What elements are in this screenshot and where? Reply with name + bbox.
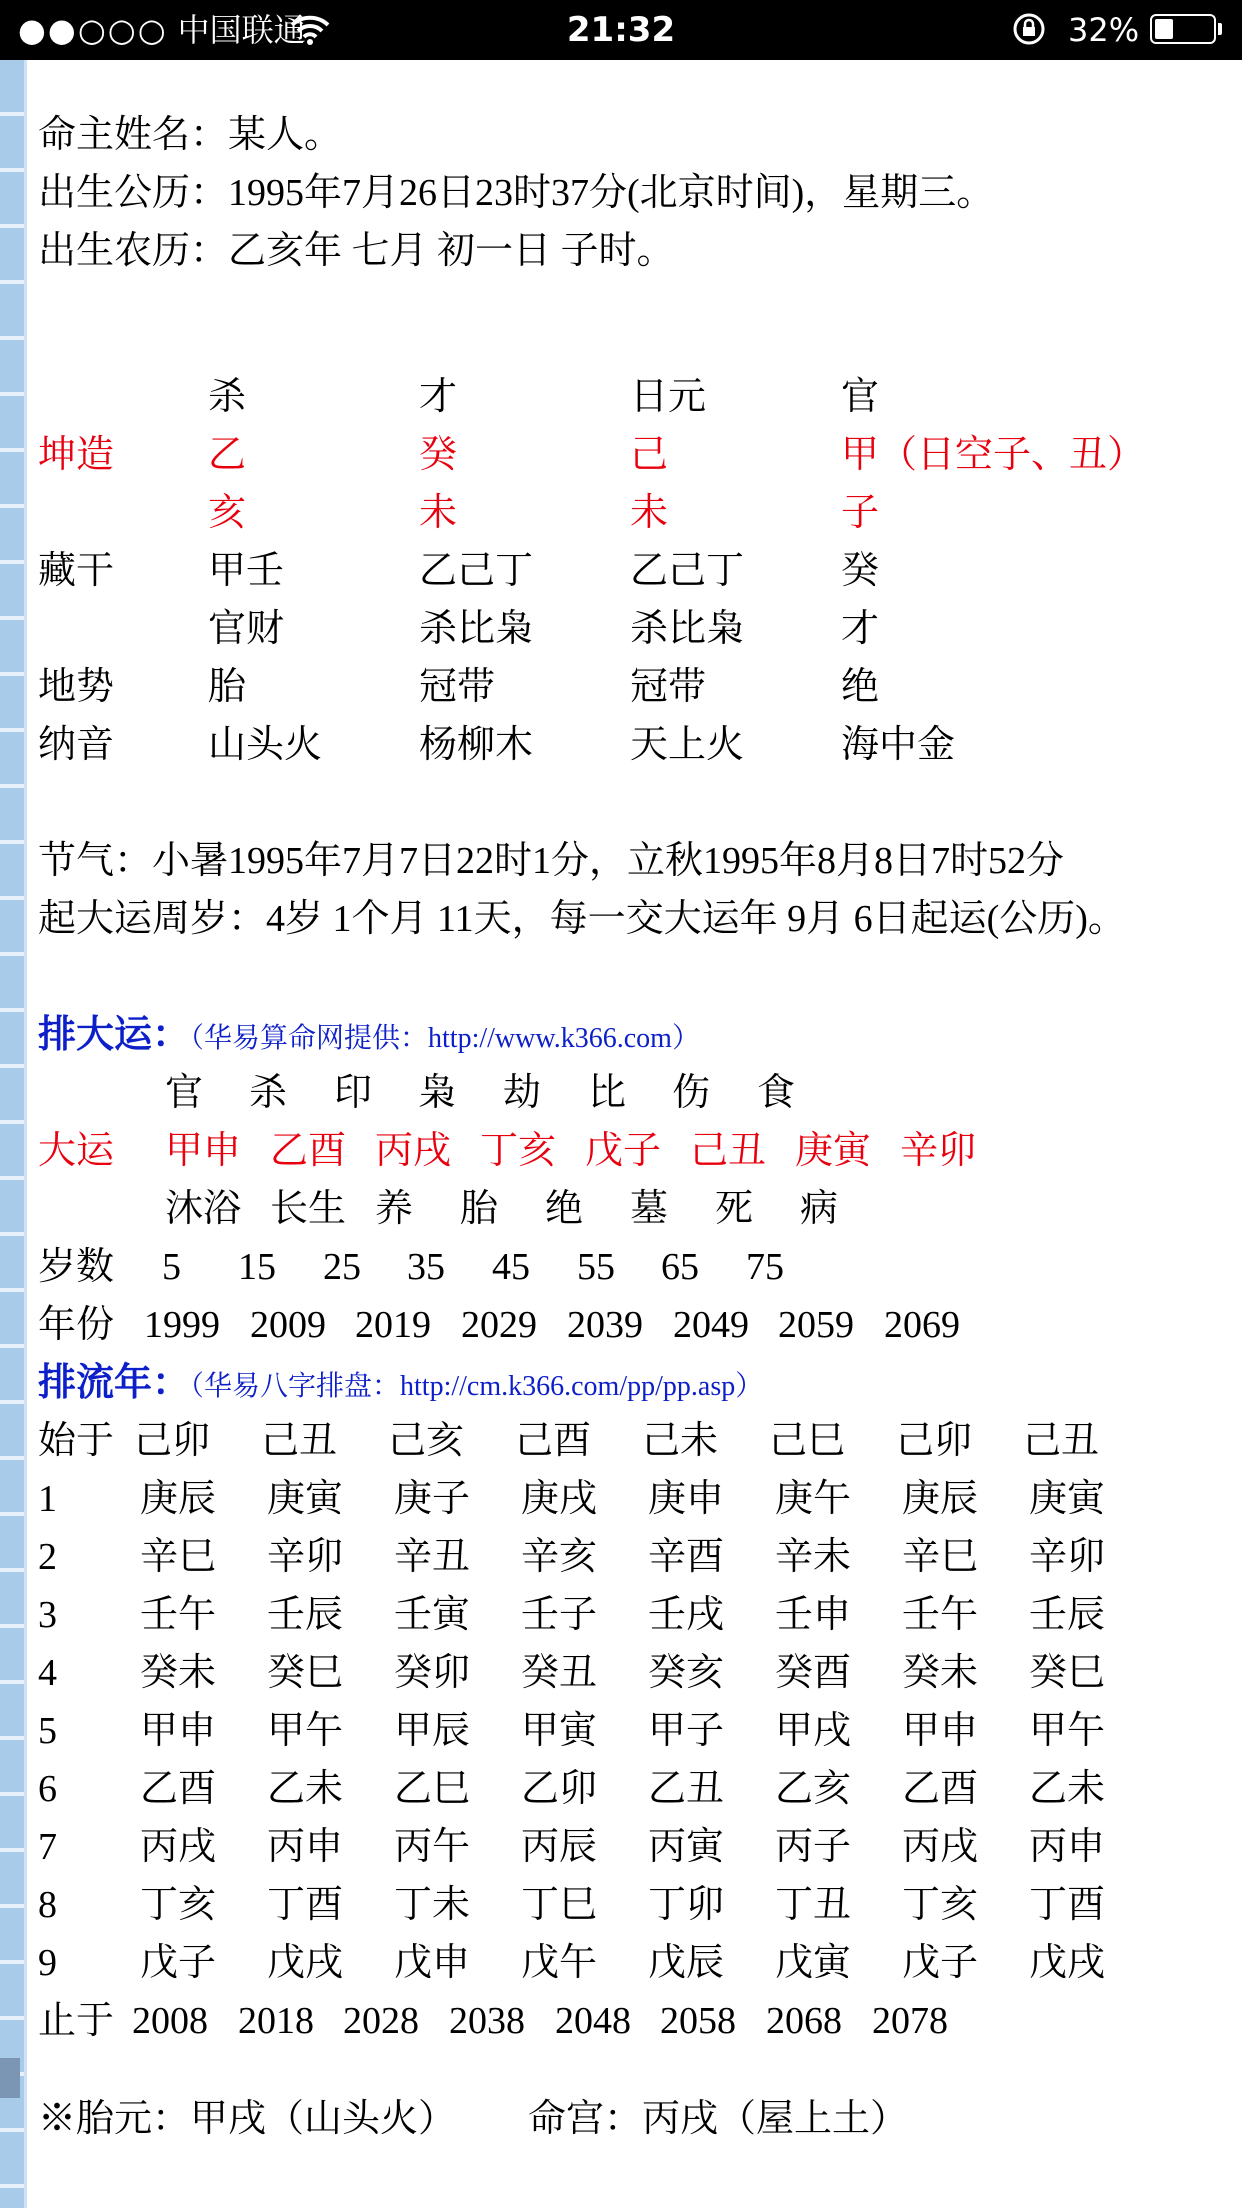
liunian-row-2-cell-8: 辛卯 [1029,1536,1106,1578]
chart-shishen-4: 官 [841,376,880,418]
liunian-row-4-cell-3: 癸卯 [394,1652,471,1694]
chart-dizhi-2: 未 [419,492,458,534]
liunian-row-4-cell-6: 癸酉 [775,1652,852,1694]
liunian-row-8-cell-1: 丁亥 [140,1884,217,1926]
liunian-row-5-cell-4: 甲寅 [521,1710,598,1752]
chart-nayin-2: 杨柳木 [419,724,534,766]
dayun-ganzhi-2: 乙酉 [270,1130,347,1172]
liunian-row-4-cell-1: 癸未 [140,1652,217,1694]
liunian-row-2-cell-6: 辛未 [775,1536,852,1578]
chart-dizhi-3: 未 [630,492,669,534]
liunian-row-6-cell-3: 乙巳 [394,1768,471,1810]
liunian-row-5-cell-6: 甲戌 [775,1710,852,1752]
canggan-label: 藏干 [38,550,115,592]
side-scroll-strip[interactable] [0,60,27,2208]
liunian-end-row-cell-8: 2078 [872,2000,948,2042]
liunian-row-7-cell-7: 丙戌 [902,1826,979,1868]
dayun-ganzhi-6: 己丑 [690,1130,767,1172]
chart-nayin-4: 海中金 [841,724,956,766]
chart-nayin-3: 天上火 [630,724,745,766]
dayun-shishen-7: 伤 [672,1072,711,1114]
liunian-row-8-cell-2: 丁酉 [267,1884,344,1926]
dayun-shishen-6: 比 [588,1072,627,1114]
dayun-ganzhi-7: 庚寅 [795,1130,872,1172]
liunian-row-5-cell-7: 甲申 [902,1710,979,1752]
nayin-label: 纳音 [38,724,115,766]
dayun-year-4: 2029 [461,1304,537,1346]
liunian-end-row [38,1992,1238,2050]
liunian-row-4-cell-4: 癸丑 [521,1652,598,1694]
liunian-row-3-cell-4: 壬子 [521,1594,598,1636]
dayun-changsheng-2: 长生 [270,1188,347,1230]
liunian-start-row-label: 始于 [38,1420,115,1462]
liunian-row-2-cell-1: 辛巳 [140,1536,217,1578]
liunian-row-2-cell-2: 辛卯 [267,1536,344,1578]
dayun-age-8: 75 [746,1246,784,1288]
liunian-row-6-cell-6: 乙亥 [775,1768,852,1810]
liunian-row-9-cell-7: 戊子 [902,1942,979,1984]
liunian-row-4 [38,1644,1238,1702]
dayun-shishen-2: 杀 [249,1072,288,1114]
liunian-row-4-cell-7: 癸未 [902,1652,979,1694]
liunian-row-2-cell-5: 辛酉 [648,1536,725,1578]
liunian-row-5-cell-5: 甲子 [648,1710,725,1752]
dayun-ganzhi-5: 戊子 [585,1130,662,1172]
chart-canggan-shishen-4: 才 [841,608,880,650]
liunian-row-4-cell-8: 癸巳 [1029,1652,1106,1694]
dayun-shishen-3: 印 [334,1072,373,1114]
liunian-row-9-cell-8: 戊戌 [1029,1942,1106,1984]
chart-dizhi-1: 亥 [208,492,247,534]
dayun-ganzhi-row [38,1122,1238,1180]
chart-canggan-shishen-3: 杀比枭 [630,608,745,650]
chart-dishi-2: 冠带 [419,666,496,708]
liunian-row-7-cell-4: 丙辰 [521,1826,598,1868]
liunian-row-1-cell-7: 庚辰 [902,1478,979,1520]
dayun-age-7: 65 [661,1246,699,1288]
liunian-row-5-cell-1: 甲申 [140,1710,217,1752]
liunian-row-5 [38,1702,1238,1760]
liunian-row-8-cell-6: 丁丑 [775,1884,852,1926]
liunian-source-link[interactable]: （华易八字排盘：http://cm.k366.com/pp/pp.asp） [190,1371,764,1402]
battery-nub [1218,23,1222,35]
liunian-row-7 [38,1818,1238,1876]
liunian-row-4-cell-2: 癸巳 [267,1652,344,1694]
dayun-year-1: 1999 [144,1304,220,1346]
liunian-row-1 [38,1470,1238,1528]
jieqi-line: 节气：小暑1995年7月7日22时1分，立秋1995年8月8日7时52分 [38,840,1065,882]
liunian-row-5-cell-3: 甲辰 [394,1710,471,1752]
liunian-row-8-cell-4: 丁巳 [521,1884,598,1926]
liunian-row-1-cell-5: 庚申 [648,1478,725,1520]
liunian-row-3-cell-2: 壬辰 [267,1594,344,1636]
signal-strength-icon: ●●○○○ [18,11,168,49]
liunian-row-9-label: 9 [38,1942,57,1984]
liunian-row-1-cell-8: 庚寅 [1029,1478,1106,1520]
dayun-changsheng-8: 病 [800,1188,839,1230]
liunian-row-5-cell-8: 甲午 [1029,1710,1106,1752]
chart-canggan-1: 甲壬 [208,550,285,592]
dayun-changsheng-4: 胎 [460,1188,499,1230]
liunian-row-3-cell-8: 壬辰 [1029,1594,1106,1636]
dayun-age-2: 15 [238,1246,276,1288]
liunian-row-7-cell-5: 丙寅 [648,1826,725,1868]
liunian-end-row-cell-1: 2008 [132,2000,208,2042]
liunian-end-row-cell-5: 2048 [555,2000,631,2042]
liunian-row-5-cell-2: 甲午 [267,1710,344,1752]
liunian-row-3 [38,1586,1238,1644]
chart-dishi-3: 冠带 [630,666,707,708]
liunian-row-6-label: 6 [38,1768,57,1810]
liunian-row-9-cell-6: 戊寅 [775,1942,852,1984]
liunian-row-7-cell-8: 丙申 [1029,1826,1106,1868]
chart-dizhi-row [38,484,1238,542]
liunian-row-3-cell-1: 壬午 [140,1594,217,1636]
liunian-row-7-cell-2: 丙申 [267,1826,344,1868]
dayun-year-row [38,1296,1238,1354]
dayun-changsheng-7: 死 [715,1188,754,1230]
liunian-row-2 [38,1528,1238,1586]
liunian-row-9-cell-2: 戊戌 [267,1942,344,1984]
liunian-row-4-label: 4 [38,1652,57,1694]
liunian-row-5-label: 5 [38,1710,57,1752]
chart-tiangan-2: 癸 [419,434,458,476]
dayun-ganzhi-1: 甲申 [165,1130,242,1172]
chart-shishen-1: 杀 [208,376,247,418]
chart-canggan-3: 乙己丁 [630,550,745,592]
liunian-end-row-cell-2: 2018 [238,2000,314,2042]
liunian-start-row-cell-5: 己未 [642,1420,719,1462]
battery-level [1155,19,1173,39]
dayun-shishen-4: 枭 [418,1072,457,1114]
dayun-ganzhi-4: 丁亥 [480,1130,557,1172]
liunian-row-1-cell-4: 庚戌 [521,1478,598,1520]
liunian-row-4-cell-5: 癸亥 [648,1652,725,1694]
liunian-row-6-cell-8: 乙未 [1029,1768,1106,1810]
rotation-lock-icon [1012,12,1046,46]
status-bar [0,0,1242,60]
liunian-row-1-cell-1: 庚辰 [140,1478,217,1520]
clock: 21:32 [566,10,676,50]
chart-shishen-2: 才 [419,376,458,418]
liunian-row-6 [38,1760,1238,1818]
liunian-row-1-cell-2: 庚寅 [267,1478,344,1520]
dayun-source-link[interactable]: （华易算命网提供：http://www.k366.com） [190,1023,700,1054]
dishi-label: 地势 [38,666,115,708]
liunian-start-row-cell-4: 己酉 [515,1420,592,1462]
liunian-header [38,1354,763,1412]
liunian-end-row-cell-3: 2028 [343,2000,419,2042]
chart-tiangan-4: 甲（日空子、丑） [841,434,1146,476]
liunian-row-9-cell-5: 戊辰 [648,1942,725,1984]
chart-tiangan-3: 己 [630,434,669,476]
liunian-row-7-cell-1: 丙戌 [140,1826,217,1868]
chart-canggan-row [38,542,1238,600]
chart-dishi-4: 绝 [841,666,880,708]
liunian-start-row-cell-8: 己丑 [1023,1420,1100,1462]
dayun-label: 大运 [38,1130,115,1172]
chart-canggan-shishen-2: 杀比枭 [419,608,534,650]
liunian-end-row-cell-7: 2068 [766,2000,842,2042]
liunian-row-6-cell-2: 乙未 [267,1768,344,1810]
liunian-row-7-cell-3: 丙午 [394,1826,471,1868]
dayun-shishen-8: 食 [757,1072,796,1114]
liunian-start-row-cell-7: 己卯 [896,1420,973,1462]
liunian-row-9-cell-4: 戊午 [521,1942,598,1984]
dayun-age-1: 5 [162,1246,181,1288]
chart-nayin-row [38,716,1238,774]
dayun-changsheng-6: 墓 [630,1188,669,1230]
liunian-row-9-cell-1: 戊子 [140,1942,217,1984]
dayun-year-6: 2049 [673,1304,749,1346]
liunian-row-3-cell-5: 壬戌 [648,1594,725,1636]
carrier-name: 中国联通 [177,11,306,49]
liunian-row-2-cell-4: 辛亥 [521,1536,598,1578]
dayun-changsheng-5: 绝 [545,1188,584,1230]
dayun-header [38,1006,700,1064]
name-line: 命主姓名：某人。 [38,114,343,156]
chart-canggan-shishen-row [38,600,1238,658]
side-tab-handle[interactable] [0,2058,20,2098]
chart-dishi-1: 胎 [208,666,247,708]
chart-dishi-row [38,658,1238,716]
liunian-end-row-cell-6: 2058 [660,2000,736,2042]
taiyuan-text: ※胎元：甲戌（山头火） [38,2098,457,2140]
liunian-row-6-cell-1: 乙酉 [140,1768,217,1810]
liunian-row-8-label: 8 [38,1884,57,1926]
dayun-year-5: 2039 [567,1304,643,1346]
dayun-ganzhi-8: 辛卯 [900,1130,977,1172]
liunian-row-6-cell-5: 乙丑 [648,1768,725,1810]
chart-dizhi-4: 子 [841,492,880,534]
liunian-row-8-cell-5: 丁卯 [648,1884,725,1926]
battery-icon [1150,14,1216,44]
footer-line [38,2090,1238,2148]
dayun-age-row [38,1238,1238,1296]
liunian-row-8-cell-8: 丁酉 [1029,1884,1106,1926]
chart-shishen-3: 日元 [630,376,707,418]
liunian-start-row [38,1412,1238,1470]
liunian-row-6-cell-7: 乙酉 [902,1768,979,1810]
liunian-row-2-cell-3: 辛丑 [394,1536,471,1578]
liunian-row-9-cell-3: 戊申 [394,1942,471,1984]
dayun-title: 排大运： [38,1014,191,1056]
liunian-row-7-cell-6: 丙子 [775,1826,852,1868]
year-label: 年份 [38,1304,115,1346]
liunian-row-1-cell-6: 庚午 [775,1478,852,1520]
dayun-shishen-1: 官 [165,1072,204,1114]
dayun-year-2: 2009 [250,1304,326,1346]
liunian-title: 排流年： [38,1362,191,1404]
dayun-age-5: 45 [492,1246,530,1288]
chart-canggan-shishen-1: 官财 [208,608,285,650]
chart-canggan-4: 癸 [841,550,880,592]
battery-percent: 32% [1068,11,1140,49]
chart-canggan-2: 乙己丁 [419,550,534,592]
dayun-shishen-row [38,1064,1238,1122]
dayun-year-3: 2019 [355,1304,431,1346]
liunian-end-row-cell-4: 2038 [449,2000,525,2042]
liunian-row-3-cell-7: 壬午 [902,1594,979,1636]
dayun-age-6: 55 [577,1246,615,1288]
liunian-row-1-cell-3: 庚子 [394,1478,471,1520]
liunian-row-2-label: 2 [38,1536,57,1578]
chart-nayin-1: 山头火 [208,724,323,766]
chart-shishen-row [38,368,1238,426]
dayun-year-7: 2059 [778,1304,854,1346]
liunian-row-1-label: 1 [38,1478,57,1520]
liunian-start-row-cell-3: 己亥 [388,1420,465,1462]
liunian-row-2-cell-7: 辛巳 [902,1536,979,1578]
liunian-row-3-cell-3: 壬寅 [394,1594,471,1636]
liunian-start-row-cell-6: 己巳 [769,1420,846,1462]
chart-tiangan-1: 乙 [208,434,247,476]
dayun-age-4: 35 [407,1246,445,1288]
dayun-changsheng-1: 沐浴 [165,1188,242,1230]
liunian-end-row-label: 止于 [38,2000,115,2042]
minggong-text: 命宫：丙戌（屋上土） [528,2098,909,2140]
liunian-row-9 [38,1934,1238,1992]
dayun-changsheng-3: 养 [375,1188,414,1230]
qiyun-line: 起大运周岁：4岁 1个月 11天，每一交大运年 9月 6日起运(公历)。 [38,898,1126,940]
solar-birth-line: 出生公历：1995年7月26日23时37分(北京时间)，星期三。 [38,172,995,214]
dayun-ganzhi-3: 丙戌 [375,1130,452,1172]
age-label: 岁数 [38,1246,115,1288]
chart-tiangan-row [38,426,1238,484]
liunian-row-3-cell-6: 壬申 [775,1594,852,1636]
liunian-start-row-cell-2: 己丑 [261,1420,338,1462]
kunzao-label: 坤造 [38,434,115,476]
dayun-changsheng-row [38,1180,1238,1238]
liunian-row-6-cell-4: 乙卯 [521,1768,598,1810]
liunian-start-row-cell-1: 己卯 [134,1420,211,1462]
liunian-row-3-label: 3 [38,1594,57,1636]
liunian-row-8 [38,1876,1238,1934]
liunian-row-8-cell-3: 丁未 [394,1884,471,1926]
dayun-age-3: 25 [323,1246,361,1288]
dayun-shishen-5: 劫 [503,1072,542,1114]
liunian-row-8-cell-7: 丁亥 [902,1884,979,1926]
dayun-year-8: 2069 [884,1304,960,1346]
lunar-birth-line: 出生农历：乙亥年 七月 初一日 子时。 [38,230,675,272]
liunian-row-7-label: 7 [38,1826,57,1868]
